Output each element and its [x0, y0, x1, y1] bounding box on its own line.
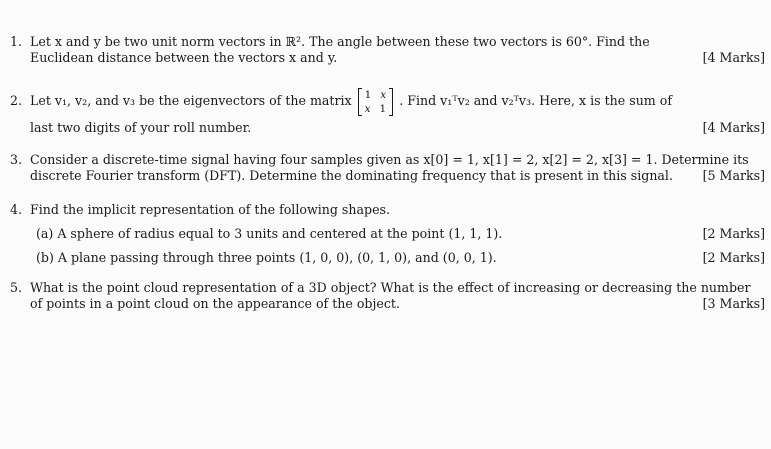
- matrix-cell: x: [380, 88, 387, 101]
- marks-label: [3 Marks]: [702, 296, 765, 311]
- matrix-cell: 1: [379, 102, 387, 115]
- matrix-cell: x: [364, 102, 371, 115]
- marks-label: [5 Marks]: [702, 168, 765, 183]
- question-text-continued: of points in a point cloud on the appearance of the object.: [30, 296, 400, 311]
- sub-question-text: (a) A sphere of radius equal to 3 units and centered at the point (1, 1, 1).: [36, 226, 503, 241]
- question-number: 4.: [10, 202, 23, 217]
- question-number: 2.: [10, 93, 23, 108]
- question-4: [10, 202, 765, 266]
- question-number: 3.: [10, 152, 23, 167]
- question-text-after-matrix: . Find v₁ᵀv₂ and v₂ᵀv₃. Here, x is the sum of: [399, 93, 672, 108]
- marks-label: [4 Marks]: [702, 120, 765, 135]
- question-text: Find the implicit representation of the following shapes.: [30, 202, 390, 217]
- marks-label: [4 Marks]: [702, 50, 765, 65]
- question-2: [10, 86, 765, 136]
- question-5: [10, 280, 765, 312]
- question-text: Consider a discrete-time signal having four samples given as x[0] = 1, x[1] = 2, x[2] = 2, x[3] = 1. Determine its: [30, 152, 749, 167]
- question-number: 1.: [10, 34, 23, 49]
- matrix-cell: 1: [364, 88, 372, 101]
- question-text: Let v₁, v₂, and v₃ be the eigenvectors of the matrix: [30, 93, 352, 108]
- marks-label: [2 Marks]: [702, 226, 765, 241]
- question-text: What is the point cloud representation of a 3D object? What is the effect of increasing or decreasing the number: [30, 280, 751, 295]
- question-text-continued: last two digits of your roll number.: [30, 120, 252, 135]
- matrix: [358, 88, 394, 116]
- question-1: [10, 34, 765, 66]
- sub-question-text: (b) A plane passing through three points (1, 0, 0), (0, 1, 0), and (0, 0, 1).: [36, 250, 497, 265]
- sub-question-a: [10, 226, 765, 242]
- marks-label: [2 Marks]: [702, 250, 765, 265]
- question-3: [10, 152, 765, 184]
- question-text: Let x and y be two unit norm vectors in ℝ². The angle between these two vectors is 60°. Find the: [30, 34, 650, 49]
- question-text-continued: discrete Fourier transform (DFT). Determine the dominating frequency that is present in this signal.: [30, 168, 673, 183]
- question-number: 5.: [10, 280, 23, 295]
- question-text-continued: Euclidean distance between the vectors x and y.: [30, 50, 338, 65]
- sub-question-b: [10, 250, 765, 266]
